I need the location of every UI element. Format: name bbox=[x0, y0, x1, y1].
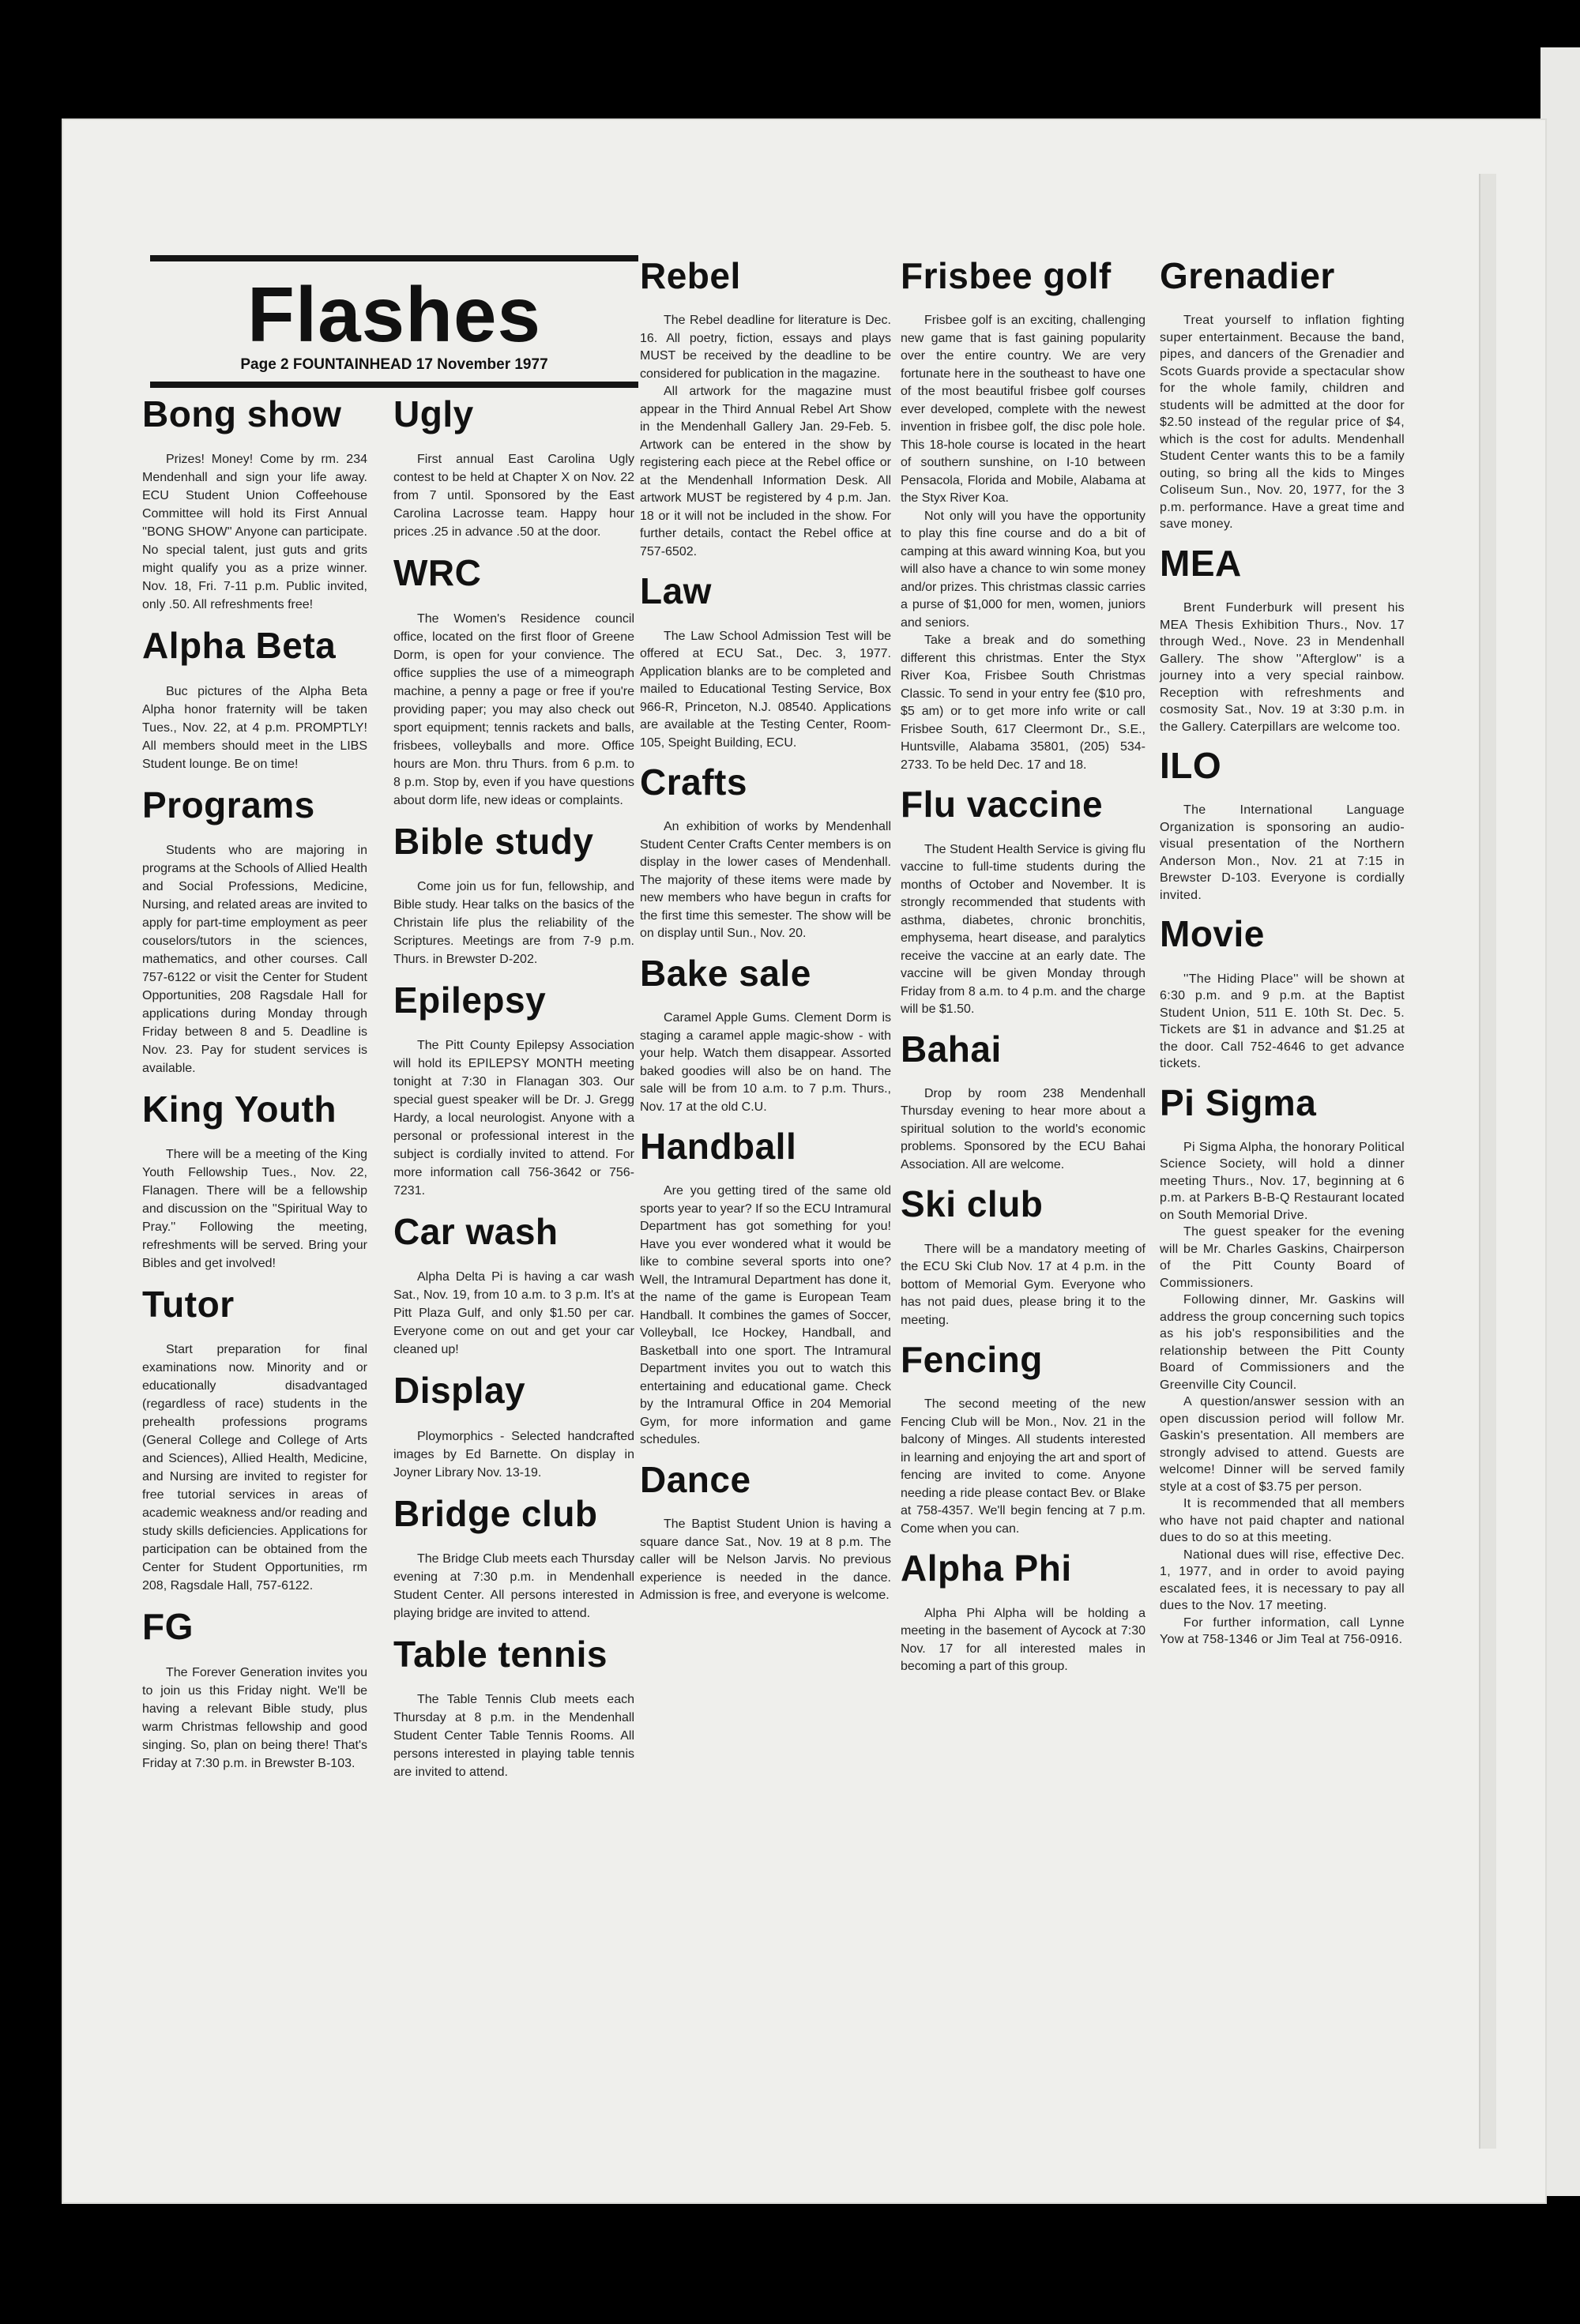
article-paragraph: Ploymorphics - Selected handcrafted images by Ed Barnette. On display in Joyner Library Nov. 13-19. bbox=[393, 1429, 634, 1480]
article-body bbox=[901, 1241, 1146, 1330]
article-bong-show bbox=[142, 395, 367, 614]
article-headline: Epilepsy bbox=[393, 979, 547, 1021]
article-grenadier bbox=[1160, 257, 1405, 533]
article-body bbox=[1160, 600, 1405, 735]
article-paragraph: For further information, call Lynne Yow at 758-1346 or Jim Teal at 756-0916. bbox=[1160, 1615, 1405, 1647]
article-body bbox=[640, 1516, 891, 1605]
article-headline: Alpha Beta bbox=[142, 625, 337, 667]
article-crafts bbox=[640, 763, 891, 943]
article-paragraph: A question/answer session with an open discussion period will follow Mr. Gaskin's presentation. All members are strongly advised to attend. Guests are welcome! Dinner will be served family style at a cost of $3.75 per person. bbox=[1160, 1395, 1405, 1494]
article-paragraph: Come join us for fun, fellowship, and Bible study. Hear talks on the basics of the Christain life plus the reliability of the Scriptures. Meetings are from 7-9 p.m. Thurs. in Brewster D-202. bbox=[393, 879, 634, 966]
article-alpha-phi bbox=[901, 1549, 1146, 1675]
article-car-wash bbox=[393, 1213, 634, 1359]
article-paragraph: The second meeting of the new Fencing Club will be Mon., Nov. 21 in the balcony of Minges. All students interested in learning and enjoying the art and sport of fencing are invited to come. Anyone needing a ride please contact Bev. or Blake at 758-4357. We'll begin fencing at 7 p.m. Come when you can. bbox=[901, 1397, 1146, 1536]
article-alpha-beta bbox=[142, 626, 367, 773]
article-headline: Dance bbox=[640, 1458, 751, 1500]
article-wrc bbox=[393, 554, 634, 809]
article-body bbox=[393, 1550, 634, 1623]
article-body bbox=[1160, 971, 1405, 1073]
article-king-youth bbox=[142, 1090, 367, 1273]
article-rebel bbox=[640, 257, 891, 561]
article-table-tennis bbox=[393, 1635, 634, 1781]
article-paragraph: There will be a mandatory meeting of the ECU Ski Club Nov. 17 at 4 p.m. in the bottom of Memorial Gym. Everyone who has not paid dues, please bring it to the meeting. bbox=[901, 1242, 1146, 1327]
article-movie bbox=[1160, 915, 1405, 1072]
article-body bbox=[393, 1036, 634, 1200]
article-body bbox=[142, 1664, 367, 1773]
article-body bbox=[393, 878, 634, 968]
article-body bbox=[142, 450, 367, 614]
article-body bbox=[1160, 802, 1405, 904]
article-paragraph: The guest speaker for the evening will be Mr. Charles Gaskins, Chairperson of the Pitt County Board of Commissioners. bbox=[1160, 1225, 1405, 1290]
article-paragraph: The Forever Generation invites you to join us this Friday night. We'll be having a relevant Bible study, plus warm Christmas fellowship and good singing. So, plan on being there! That's Friday at 7:30 p.m. in Brewster B-103. bbox=[142, 1665, 367, 1770]
article-headline: Rebel bbox=[640, 255, 741, 296]
article-display bbox=[393, 1371, 634, 1481]
article-mea bbox=[1160, 544, 1405, 735]
article-paragraph: Treat yourself to inflation fighting super entertainment. Because the band, pipes, and dancers of the Grenadier and Scots Guards provide a spectacular show for the whole family, children and students will be admitted at the door for $2.50 instead of the regular price of $4, which is the cost for adults. Mendenhall Student Center wants this to be a family outing, so bring all the kids to Minges Coliseum Sun., Nov. 20, 1977, for the 3 p.m. performance. Have a great time and save money. bbox=[1160, 314, 1405, 532]
article-law bbox=[640, 572, 891, 752]
article-body bbox=[901, 841, 1146, 1019]
article-body bbox=[1160, 1139, 1405, 1649]
article-headline: Bake sale bbox=[640, 952, 811, 994]
article-bahai bbox=[901, 1030, 1146, 1175]
masthead bbox=[150, 255, 638, 388]
article-headline: Car wash bbox=[393, 1211, 559, 1253]
article-paragraph: There will be a meeting of the King Youth Fellowship Tues., Nov. 22, Flanagen. There will be a fellowship and discussion on the ''Spiritual Way to Pray.'' Following the meeting, refreshments will be served. Bring your Bibles and get involved! bbox=[142, 1148, 367, 1271]
article-headline: ILO bbox=[1160, 745, 1222, 787]
article-paragraph: The Law School Admission Test will be offered at ECU Sat., Dec. 3, 1977. Application blanks are to be completed and mailed to Educational Testing Service, Box 966-R, Princeton, N.J. 08540. Applications are available at the Testing Center, Room-105, Speight Building, ECU. bbox=[640, 629, 891, 750]
article-ilo bbox=[1160, 746, 1405, 904]
article-handball bbox=[640, 1127, 891, 1450]
article-paragraph: The Table Tennis Club meets each Thursday at 8 p.m. in the Mendenhall Student Center Table Tennis Rooms. All persons interested in playing table tennis are invited to attend. bbox=[393, 1693, 634, 1780]
article-headline: Bahai bbox=[901, 1028, 1002, 1070]
article-headline: Bridge club bbox=[393, 1492, 598, 1534]
column-3 bbox=[640, 257, 891, 1616]
article-paragraph: Are you getting tired of the same old sports year to year? If so the ECU Intramural Department has got something for you! Have you ever wondered what it would be like to combine several sports into one? Well, the Intramural Department has done it, the name of the game is European Team Handball. It combines the games of Soccer, Volleyball, Ice Hockey, Handball, and Basketball into one sport. The Intramural Department invites you out to watch this entertaining and educational game. Check by the Intramural Office in 204 Memorial Gym, for more information and game schedules. bbox=[640, 1184, 891, 1447]
article-flu-vaccine bbox=[901, 785, 1146, 1018]
article-paragraph: All artwork for the magazine must appear in the Third Annual Rebel Art Show in the Mendenhall Gallery Jan. 29-Feb. 5. Artwork can be entered in the show by registering each piece at the Rebel office or at the Mendenhall Information Desk. All artwork MUST be registered by 4 p.m. Jan. 18 or it will not be included in the show. For further details, contact the Rebel office at 757-6502. bbox=[640, 385, 891, 558]
article-paragraph: ''The Hiding Place'' will be shown at 6:30 p.m. and 9 p.m. at the Baptist Student Union, 511 E. 10th St. Dec. 5. Tickets are $1 in advance and $1.25 at the door. Call 752-4646 to get advance tickets. bbox=[1160, 972, 1405, 1071]
article-bake-sale bbox=[640, 954, 891, 1116]
column-4 bbox=[901, 257, 1146, 1687]
article-paragraph: Following dinner, Mr. Gaskins will address the group concerning such topics as his job's responsibilities and the relationship between the Pitt County Board of Commissioners and the Greenville City Council. bbox=[1160, 1293, 1405, 1392]
article-body bbox=[901, 1085, 1146, 1175]
article-headline: King Youth bbox=[142, 1088, 337, 1130]
article-body bbox=[901, 1605, 1146, 1676]
article-headline: Tutor bbox=[142, 1284, 235, 1326]
column-5 bbox=[1160, 257, 1405, 1660]
article-headline: Bible study bbox=[393, 820, 594, 862]
article-paragraph: First annual East Carolina Ugly contest to be held at Chapter X on Nov. 22 from 7 until. Sponsored by the East Carolina Lacrosse team. Happy hour prices .25 in advance .50 at the door. bbox=[393, 453, 634, 540]
article-bible-study bbox=[393, 822, 634, 968]
masthead-top-rule bbox=[150, 255, 638, 261]
article-paragraph: The Baptist Student Union is having a square dance Sat., Nov. 19 at 8 p.m. The caller will be Nelson Jarvis. No previous experience is needed in the dance. Admission is free, and everyone is welcome. bbox=[640, 1517, 891, 1603]
article-headline: Programs bbox=[142, 784, 315, 825]
article-paragraph: Students who are majoring in programs at the Schools of Allied Health and Social Professions, Medicine, Nursing, and related areas are invited to apply for part-time employment as peer couselors/tutors in the sciences, mathematics, and other courses. Call 757-6122 or visit the Center for Student Opportunities, 208 Ragsdale Hall for applications during Monday through Friday between 8 and 5. Deadline is Nov. 23. Pay for student services is available. bbox=[142, 843, 367, 1075]
article-body bbox=[393, 1427, 634, 1482]
article-paragraph: Drop by room 238 Mendenhall Thursday evening to hear more about a spiritual solution to the world's economic problems. Sponsored by the ECU Bahai Association. All are welcome. bbox=[901, 1086, 1146, 1171]
article-headline: Grenadier bbox=[1160, 255, 1335, 296]
article-frisbee-golf bbox=[901, 257, 1146, 774]
article-paragraph: The International Language Organization is sponsoring an audio-visual presentation of the Northern Anderson Mon., Nov. 21 at 7:15 in Brewster D-103. Everyone is cordially invited. bbox=[1160, 803, 1405, 902]
article-headline: Flu vaccine bbox=[901, 784, 1104, 825]
column-1 bbox=[142, 395, 367, 1785]
article-headline: Alpha Phi bbox=[901, 1547, 1072, 1589]
article-body bbox=[142, 683, 367, 773]
article-epilepsy bbox=[393, 981, 634, 1200]
article-ski-club bbox=[901, 1185, 1146, 1329]
article-programs bbox=[142, 786, 367, 1077]
article-body bbox=[1160, 312, 1405, 533]
article-pi-sigma bbox=[1160, 1081, 1405, 1649]
article-paragraph: Brent Funderburk will present his MEA Thesis Exhibition Thurs., Nov. 17 through Wed., Nove. 23 in Mendenhall Gallery. The show ''Afterglow'' is a journey into a very special rainbow. Reception with refreshments and cosmosity Sat., Nov. 19 at 3:30 p.m. in the Gallery. Caterpillars are welcome too. bbox=[1160, 601, 1405, 734]
article-paragraph: An exhibition of works by Mendenhall Student Center Crafts Center members is on display in the lower cases of Mendenhall. The majority of these items were made by new members who have begun in crafts for the first time this semester. The show will be on display until Sun., Nov. 20. bbox=[640, 820, 891, 941]
article-headline: Ski club bbox=[901, 1183, 1044, 1225]
article-body bbox=[393, 1690, 634, 1781]
masthead-bottom-rule bbox=[150, 382, 638, 388]
masthead-page-line: Page 2 FOUNTAINHEAD 17 November 1977 bbox=[240, 356, 548, 373]
article-headline: FG bbox=[142, 1606, 194, 1648]
article-headline: Bong show bbox=[142, 393, 342, 434]
column-2 bbox=[393, 395, 634, 1794]
article-body bbox=[901, 312, 1146, 774]
article-body bbox=[142, 841, 367, 1077]
article-paragraph: Take a break and do something different this christmas. Enter the Styx River Koa, Frisbee South Christmas Classic. To send in your entry fee ($10 pro, $5 am) or to get more info write or call Frisbee South, 617 Cleermont Dr., S.E., Huntsville, Alabama 35801, (205) 534-2733. To be held Dec. 17 and 18. bbox=[901, 634, 1146, 772]
article-body bbox=[640, 312, 891, 561]
article-headline: Fencing bbox=[901, 1339, 1043, 1381]
article-paragraph: The Student Health Service is giving flu vaccine to full-time students during the months of October and November. It is strongly recommended that students with asthma, diabetes, chronic bronchitis, emphysema, heart disease, and paralytics receive the vaccine at an early date. The vaccine will be given Monday through Friday from 8 a.m. to 4 p.m. and the charge will be $1.50. bbox=[901, 842, 1146, 1017]
article-dance bbox=[640, 1458, 891, 1605]
article-paragraph: Frisbee golf is an exciting, challenging new game that is fast gaining popularity over the entire country. We are very fortunate here in the southeast to have one of the most beautiful frisbee golf courses ever developed, complete with the newest invention in frisbee golf, the disc pole hole. This 18-hole course is located in the heart of southern sunshine, on I-10 between Pensacola, Florida and Mobile, Alabama at the Styx River Koa. bbox=[901, 314, 1146, 506]
article-paragraph: National dues will rise, effective Dec. 1, 1977, and in order to avoid paying escalated fees, it is necessary to pay all dues to the Nov. 17 meeting. bbox=[1160, 1547, 1405, 1613]
article-paragraph: The Pitt County Epilepsy Association will hold its EPILEPSY MONTH meeting tonight at 7:30 in Flanagan 303. Our special guest speaker will be Dr. J. Gregg Hardy, a local neurologist. Anyone with a personal or professional interest in the subject is cordially invited to attend. For more information call 756-3642 or 756-7231. bbox=[393, 1039, 634, 1198]
article-headline: Frisbee golf bbox=[901, 255, 1112, 296]
article-body bbox=[142, 1145, 367, 1273]
article-paragraph: The Women's Residence council office, located on the first floor of Greene Dorm, is open for your convience. The office supplies the use of a mimeograph machine, a penny a page or free if you're providing paper; you may also check out sport equipment; tennis rackets and balls, frisbees, volleyballs and more. Office hours are Mon. thru Thurs. from 6 p.m. to 8 p.m. Stop by, even if you have questions about dorm life, new ideas or complaints. bbox=[393, 611, 634, 807]
article-paragraph: Buc pictures of the Alpha Beta Alpha honor fraternity will be taken Tues., Nov. 22, at 4 p.m. PROMPTLY! All members should meet in the LIBS Student lounge. Be on time! bbox=[142, 684, 367, 771]
article-paragraph: Pi Sigma Alpha, the honorary Political Science Society, will hold a dinner meeting Thurs., Nov. 17, beginning at 6 p.m. at Parkers B-B-Q Restaurant located on South Memorial Drive. bbox=[1160, 1140, 1405, 1222]
article-paragraph: Prizes! Money! Come by rm. 234 Mendenhall and sign your life away. ECU Student Union Coffeehouse Committee will hold its First Annual ''BONG SHOW'' Anyone can participate. No special talent, just guts and grits might qualify you as a prize winner. Nov. 18, Fri. 7-11 p.m. Public invited, only .50. All refreshments free! bbox=[142, 453, 367, 612]
article-body bbox=[640, 1010, 891, 1116]
article-body bbox=[640, 818, 891, 943]
article-headline: WRC bbox=[393, 552, 482, 594]
article-body bbox=[393, 610, 634, 810]
article-headline: Pi Sigma bbox=[1160, 1081, 1317, 1123]
article-bridge-club bbox=[393, 1492, 634, 1623]
article-headline: Ugly bbox=[393, 393, 474, 434]
article-headline: Crafts bbox=[640, 762, 747, 803]
article-headline: Table tennis bbox=[393, 1634, 608, 1675]
article-fg bbox=[142, 1608, 367, 1772]
page-edge-shadow bbox=[1479, 174, 1496, 2149]
article-ugly bbox=[393, 395, 634, 541]
article-paragraph: It is recommended that all members who have not paid chapter and national dues to do so at this meeting. bbox=[1160, 1497, 1405, 1545]
article-body bbox=[393, 1268, 634, 1359]
article-paragraph: Alpha Delta Pi is having a car wash Sat., Nov. 19, from 10 a.m. to 3 p.m. It's at Pitt Plaza Gulf, and only $1.50 per car. Everyone come on out and get your car cleaned up! bbox=[393, 1270, 634, 1357]
article-paragraph: The Bridge Club meets each Thursday evening at 7:30 p.m. in Mendenhall Student Center. All persons interested in playing bridge are invited to attend. bbox=[393, 1552, 634, 1621]
article-headline: Handball bbox=[640, 1126, 797, 1168]
article-body bbox=[393, 450, 634, 541]
article-headline: Movie bbox=[1160, 913, 1265, 955]
article-paragraph: Alpha Phi Alpha will be holding a meeting in the basement of Aycock at 7:30 Nov. 17 for all interested males in becoming a part of this group. bbox=[901, 1606, 1146, 1674]
article-body bbox=[640, 1183, 891, 1450]
article-body bbox=[142, 1341, 367, 1595]
masthead-title: Flashes bbox=[247, 271, 541, 358]
article-paragraph: Start preparation for final examinations now. Minority and or educationally disadvantaged (regardless of race) students in the prehealth professions programs (General College and College of Arts and Sciences), Allied Health, Medicine, and Nursing are invited to register for free tutorial services in areas of academic weakness and/or reading and study skills deficiencies. Applications for participation can be obtained from the Center for Student Opportunities, rm 208, Ragsdale Hall, 757-6122. bbox=[142, 1343, 367, 1593]
article-body bbox=[901, 1396, 1146, 1538]
article-headline: MEA bbox=[1160, 542, 1242, 584]
article-tutor bbox=[142, 1285, 367, 1595]
article-paragraph: Not only will you have the opportunity to play this fine course and do a bit of camping at this award winning Koa, but you will also have a chance to win some money and/or prizes. This christmas classic carries a purse of $1,000 for men, women, juniors and seniors. bbox=[901, 509, 1146, 630]
article-paragraph: The Rebel deadline for literature is Dec. 16. All poetry, fiction, essays and plays MUST be received by the deadline to be considered for publication in the magazine. bbox=[640, 314, 891, 381]
article-paragraph: Caramel Apple Gums. Clement Dorm is staging a caramel apple magic-show - with your help. Watch them disappear. Assorted baked goodies will also be on hand. The sale will be from 10 a.m. to 7 p.m. Thurs., Nov. 17 at the old C.U. bbox=[640, 1011, 891, 1114]
article-fencing bbox=[901, 1341, 1146, 1538]
article-body bbox=[640, 628, 891, 753]
article-headline: Law bbox=[640, 570, 712, 612]
article-headline: Display bbox=[393, 1370, 526, 1412]
